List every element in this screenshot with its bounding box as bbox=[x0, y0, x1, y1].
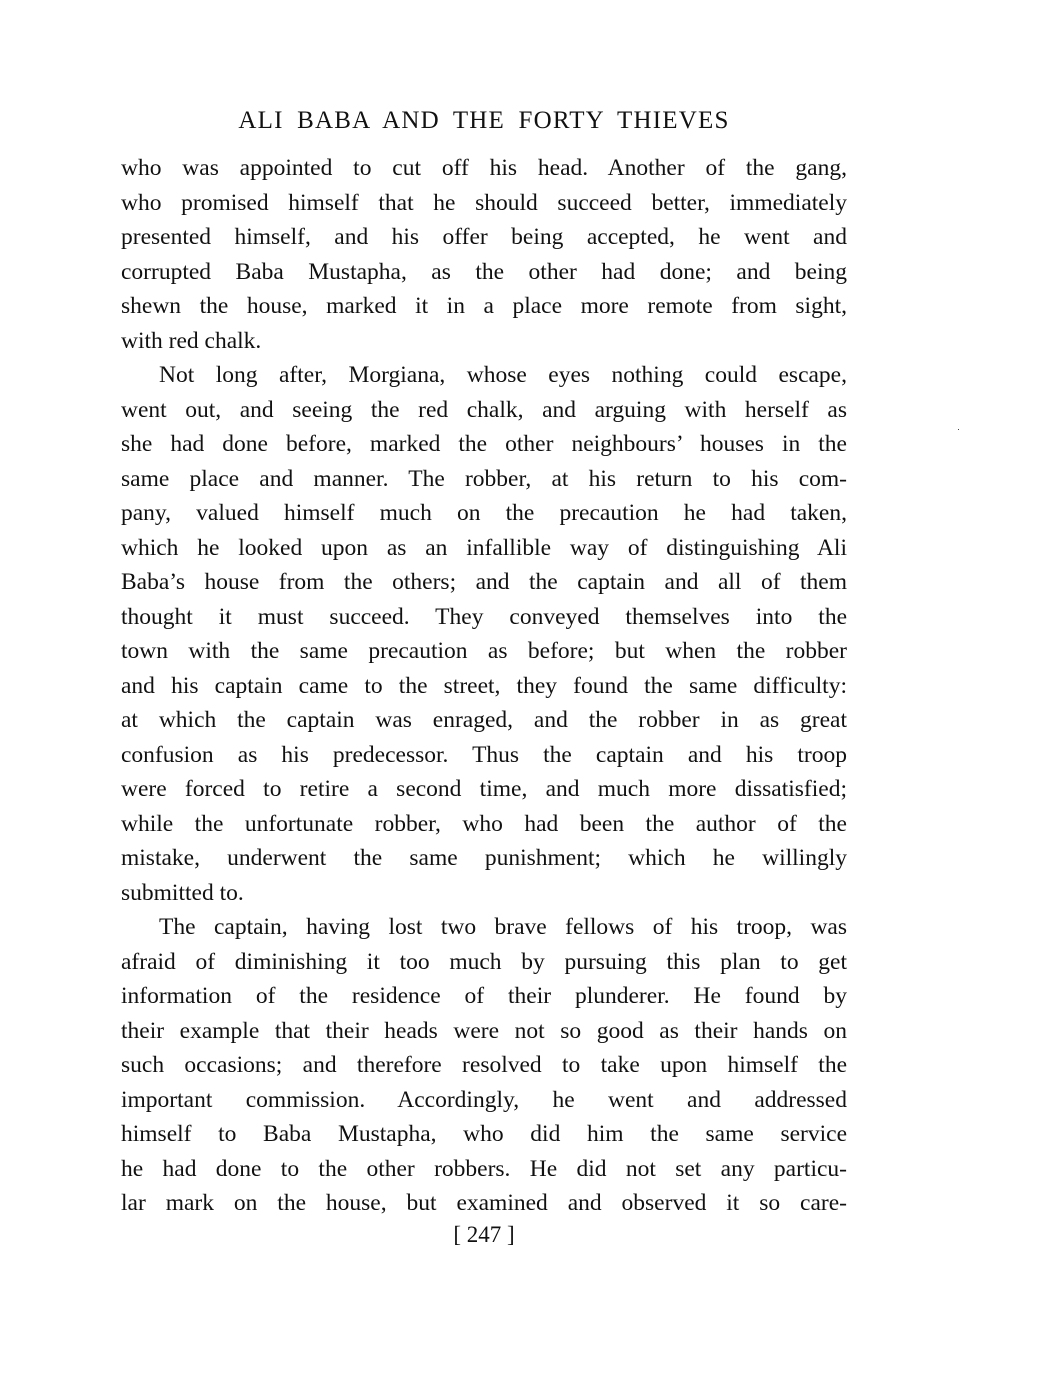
text-line: which he looked upon as an infallible way of distinguishing Ali bbox=[121, 534, 847, 561]
text-line: town with the same precaution as before; but when the robber bbox=[121, 638, 847, 664]
text-line: at which the captain was enraged, and the robber in as great bbox=[121, 707, 847, 733]
running-head: ALI BABA AND THE FORTY THIEVES bbox=[238, 107, 730, 134]
scan-speck bbox=[958, 429, 959, 430]
body-text bbox=[121, 151, 847, 1221]
text-line: such occasions; and therefore resolved to take upon himself the bbox=[121, 1052, 847, 1078]
text-line: The captain, having lost two brave fellows of his troop, was bbox=[159, 914, 847, 940]
text-line: who was appointed to cut off his head. Another of the gang, bbox=[121, 155, 847, 181]
text-line: confusion as his predecessor. Thus the captain and his troop bbox=[121, 741, 847, 768]
text-line: submitted to. bbox=[121, 879, 244, 906]
text-line: himself to Baba Mustapha, who did him the same service bbox=[121, 1121, 847, 1147]
text-line: same place and manner. The robber, at his return to his com- bbox=[121, 465, 847, 492]
text-line: she had done before, marked the other neighbours’ houses in the bbox=[121, 431, 847, 457]
text-line: with red chalk. bbox=[121, 327, 262, 354]
page-number: [ 247 ] bbox=[453, 1222, 515, 1247]
text-line: shewn the house, marked it in a place more remote from sight, bbox=[121, 293, 847, 319]
text-line: their example that their heads were not so good as their hands on bbox=[121, 1017, 847, 1044]
paragraph-2 bbox=[121, 358, 847, 910]
text-line: corrupted Baba Mustapha, as the other had done; and being bbox=[121, 258, 847, 285]
text-line: Not long after, Morgiana, whose eyes nothing could escape, bbox=[159, 362, 847, 388]
text-line: he had done to the other robbers. He did not set any particu- bbox=[121, 1155, 847, 1182]
text-line: mistake, underwent the same punishment; which he willingly bbox=[121, 845, 847, 871]
text-line: while the unfortunate robber, who had been the author of the bbox=[121, 810, 847, 837]
text-line: and his captain came to the street, they found the same difficulty: bbox=[121, 672, 847, 699]
text-line: presented himself, and his offer being accepted, he went and bbox=[121, 224, 847, 250]
paragraph-3 bbox=[121, 910, 847, 1221]
text-line: went out, and seeing the red chalk, and arguing with herself as bbox=[121, 396, 847, 423]
text-line: who promised himself that he should succeed better, immediately bbox=[121, 189, 847, 216]
text-line: lar mark on the house, but examined and observed it so care- bbox=[121, 1190, 847, 1216]
text-line: information of the residence of their plunderer. He found by bbox=[121, 983, 847, 1009]
paragraph-1 bbox=[121, 151, 847, 358]
text-line: afraid of diminishing it too much by pursuing this plan to get bbox=[121, 948, 847, 975]
text-line: important commission. Accordingly, he went and addressed bbox=[121, 1086, 847, 1113]
text-line: Baba’s house from the others; and the captain and all of them bbox=[121, 569, 847, 595]
text-line: thought it must succeed. They conveyed themselves into the bbox=[121, 603, 847, 630]
text-line: pany, valued himself much on the precaution he had taken, bbox=[121, 500, 847, 526]
text-line: were forced to retire a second time, and much more dissatisfied; bbox=[121, 776, 847, 802]
